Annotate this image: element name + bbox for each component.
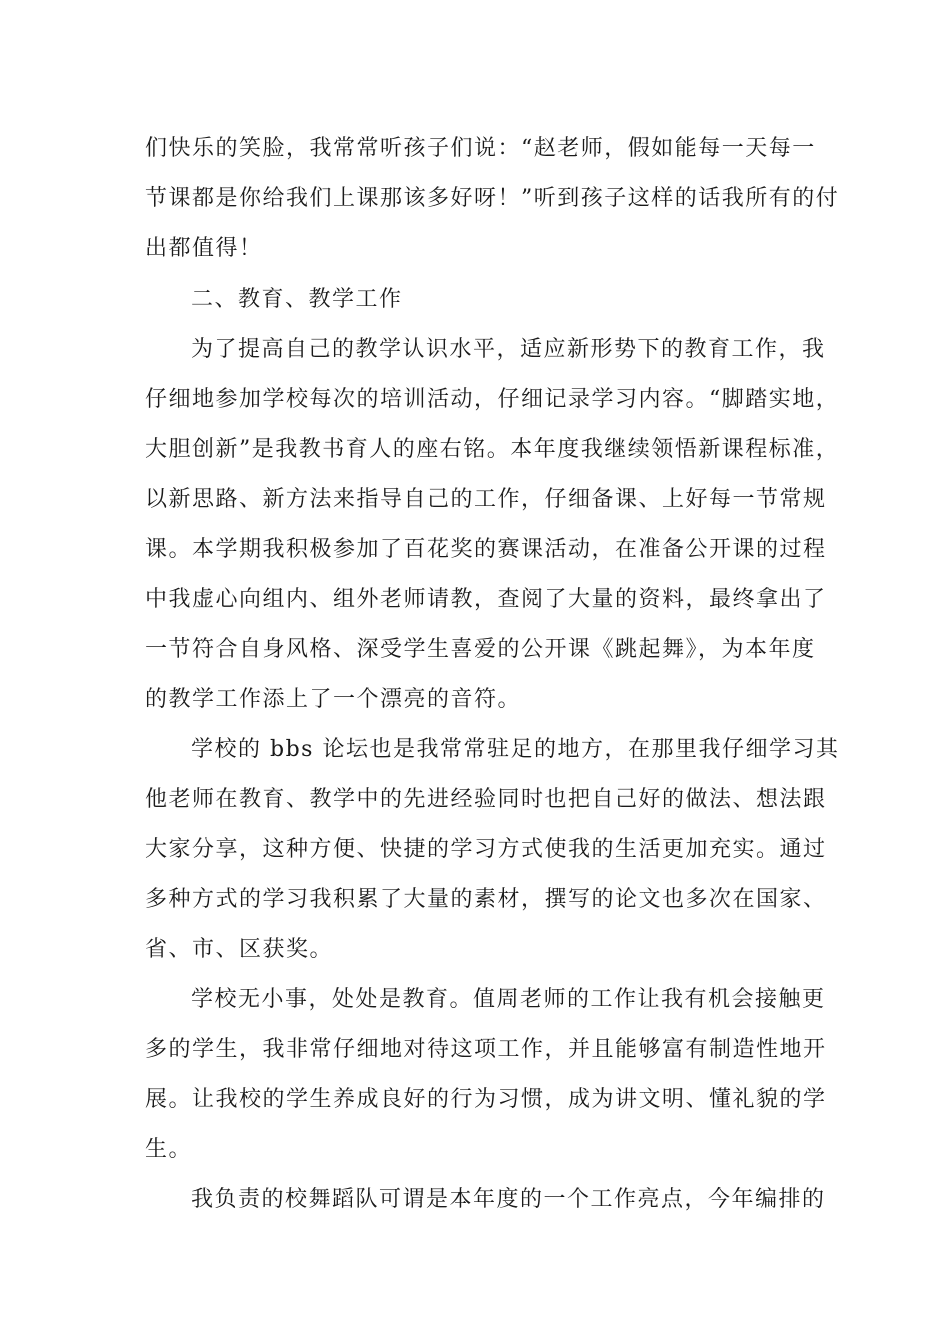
text-line: 的教学工作添上了一个漂亮的音符。	[145, 687, 522, 712]
text-line: 生。	[145, 1137, 193, 1162]
text-line: 省、市、区获奖。	[145, 937, 334, 962]
text-line: 为了提高自己的教学认识水平，适应新形势下的教育工作，我	[191, 337, 826, 362]
text-line: 课。本学期我积极参加了百花奖的赛课活动，在准备公开课的过程	[145, 537, 827, 562]
section-heading: 二、教育、教学工作	[191, 287, 403, 312]
text-line: 学校的 bbs 论坛也是我常常驻足的地方，在那里我仔细学习其	[191, 737, 840, 762]
text-line: 节课都是你给我们上课那该多好呀！”听到孩子这样的话我所有的付	[145, 186, 840, 211]
text-line: 我负责的校舞蹈队可谓是本年度的一个工作亮点，今年编排的	[191, 1187, 826, 1212]
text-line: 大胆创新”是我教书育人的座右铭。本年度我继续领悟新课程标准，	[145, 437, 840, 462]
text-line: 出都值得！	[145, 236, 263, 261]
text-line: 多种方式的学习我积累了大量的素材，撰写的论文也多次在国家、	[145, 887, 827, 912]
text-line: 多的学生，我非常仔细地对待这项工作，并且能够富有制造性地开	[145, 1037, 827, 1062]
text-line: 学校无小事，处处是教育。值周老师的工作让我有机会接触更	[191, 987, 826, 1012]
text-line: 一节符合自身风格、深受学生喜爱的公开课《跳起舞》，为本年度	[145, 637, 816, 662]
text-line: 中我虚心向组内、组外老师请教，查阅了大量的资料，最终拿出了	[145, 587, 827, 612]
text-line: 仔细地参加学校每次的培训活动，仔细记录学习内容。“脚踏实地，	[145, 387, 840, 412]
text-line: 他老师在教育、教学中的先进经验同时也把自己好的做法、想法跟	[145, 787, 827, 812]
text-line: 展。让我校的学生养成良好的行为习惯，成为讲文明、懂礼貌的学	[145, 1087, 827, 1112]
text-line: 大家分享，这种方便、快捷的学习方式使我的生活更加充实。通过	[145, 837, 827, 862]
text-line: 以新思路、新方法来指导自己的工作，仔细备课、上好每一节常规	[145, 487, 827, 512]
text-line: 们快乐的笑脸，我常常听孩子们说：“赵老师，假如能每一天每一	[145, 136, 816, 161]
